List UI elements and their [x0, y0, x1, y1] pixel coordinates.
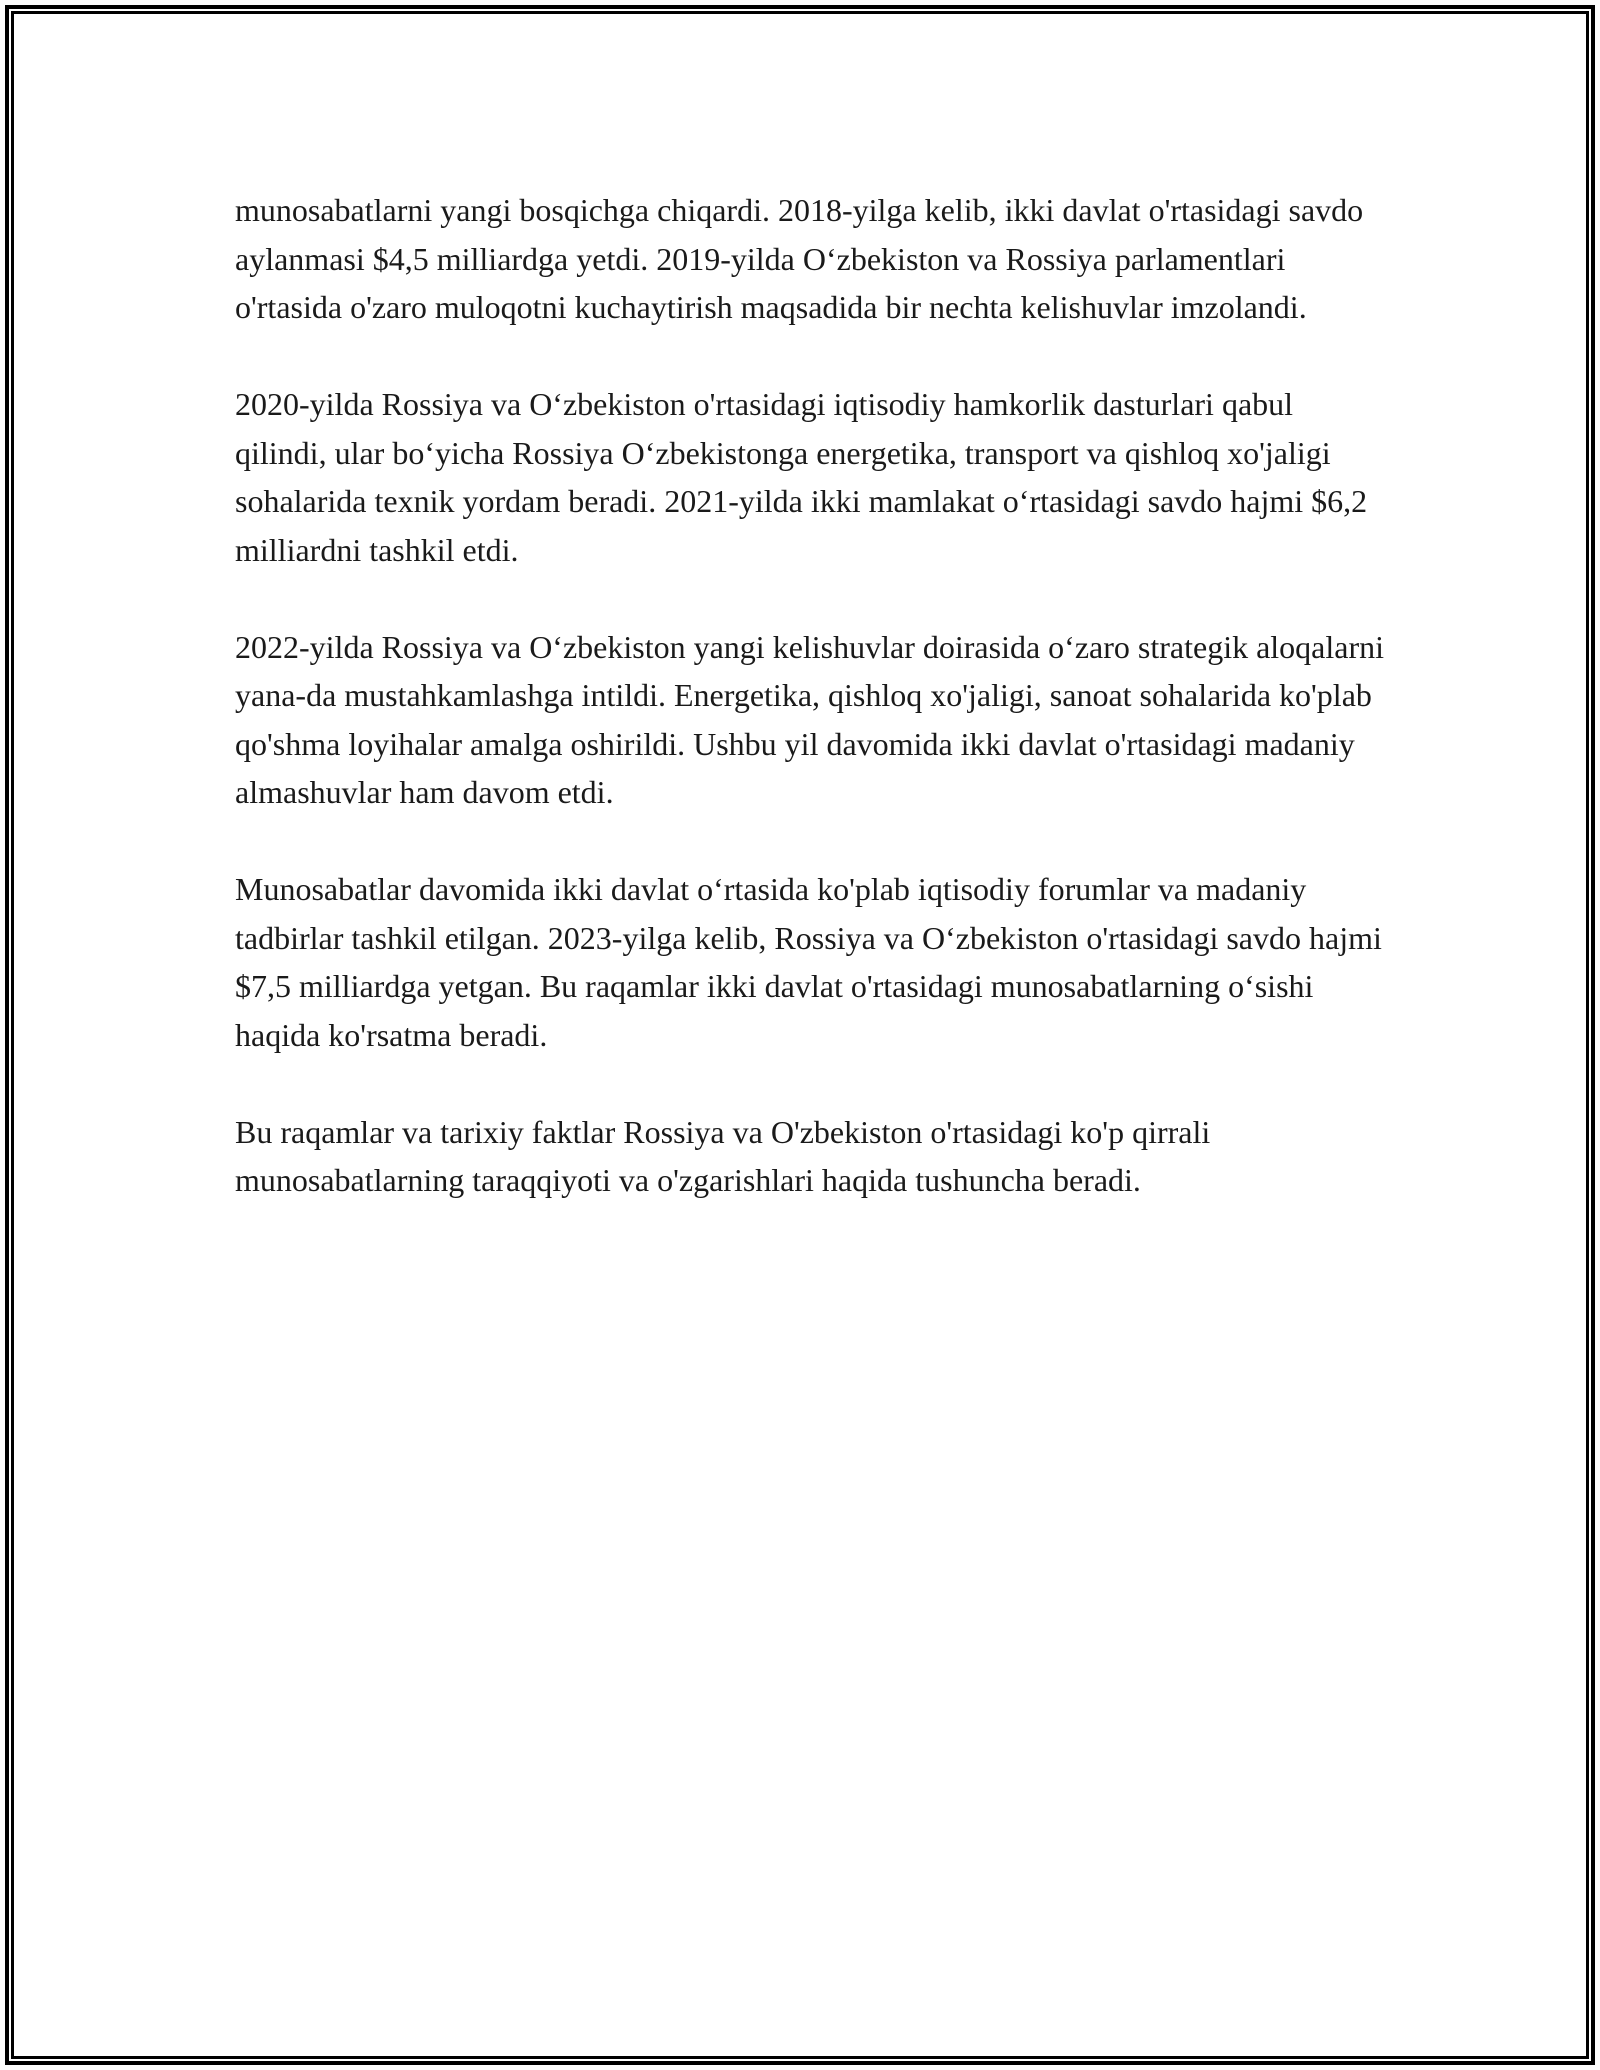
paragraph: 2020-yilda Rossiya va O‘zbekiston o'rtasidagi iqtisodiy hamkorlik dasturlari qabul qilindi, ular bo‘yicha Rossiya O‘zbekistonga energetika, transport va qishloq xo'jaligi sohalarida texnik yordam beradi. 2021-yilda ikki mamlakat o‘rtasidagi savdo hajmi $6,2 milliardni tashkil etdi. [235, 386, 1368, 568]
paragraph: Munosabatlar davomida ikki davlat o‘rtasida ko'plab iqtisodiy forumlar va madaniy tadbirlar tashkil etilgan. 2023-yilga kelib, Rossiya va O‘zbekiston o'rtasidagi savdo hajmi $7,5 milliardga yetgan. Bu raqamlar ikki davlat o'rtasidagi munosabatlarning o‘sishi haqida ko'rsatma beradi. [235, 871, 1382, 1053]
paragraph: munosabatlarni yangi bosqichga chiqardi. 2018-yilga kelib, ikki davlat o'rtasidagi savdo aylanmasi $4,5 milliardga yetdi. 2019-yilda O‘zbekiston va Rossiya parlamentlari o'rtasida o'zaro muloqotni kuchaytirish maqsadida bir nechta kelishuvlar imzolandi. [235, 192, 1364, 325]
paragraph: Bu raqamlar va tarixiy faktlar Rossiya va O'zbekiston o'rtasidagi ko'p qirrali munosabatlarning taraqqiyoti va o'zgarishlari haqida tushuncha beradi. [235, 1113, 1211, 1198]
document-body [235, 186, 1385, 1253]
paragraph: 2022-yilda Rossiya va O‘zbekiston yangi kelishuvlar doirasida o‘zaro strategik aloqalarni yana-da mustahkamlashga intildi. Energetika, qishloq xo'jaligi, sanoat sohalarida ko'plab qo'shma loyihalar amalga oshirildi. Ushbu yil davomida ikki davlat o'rtasidagi madaniy almashuvlar ham davom etdi. [235, 628, 1385, 810]
